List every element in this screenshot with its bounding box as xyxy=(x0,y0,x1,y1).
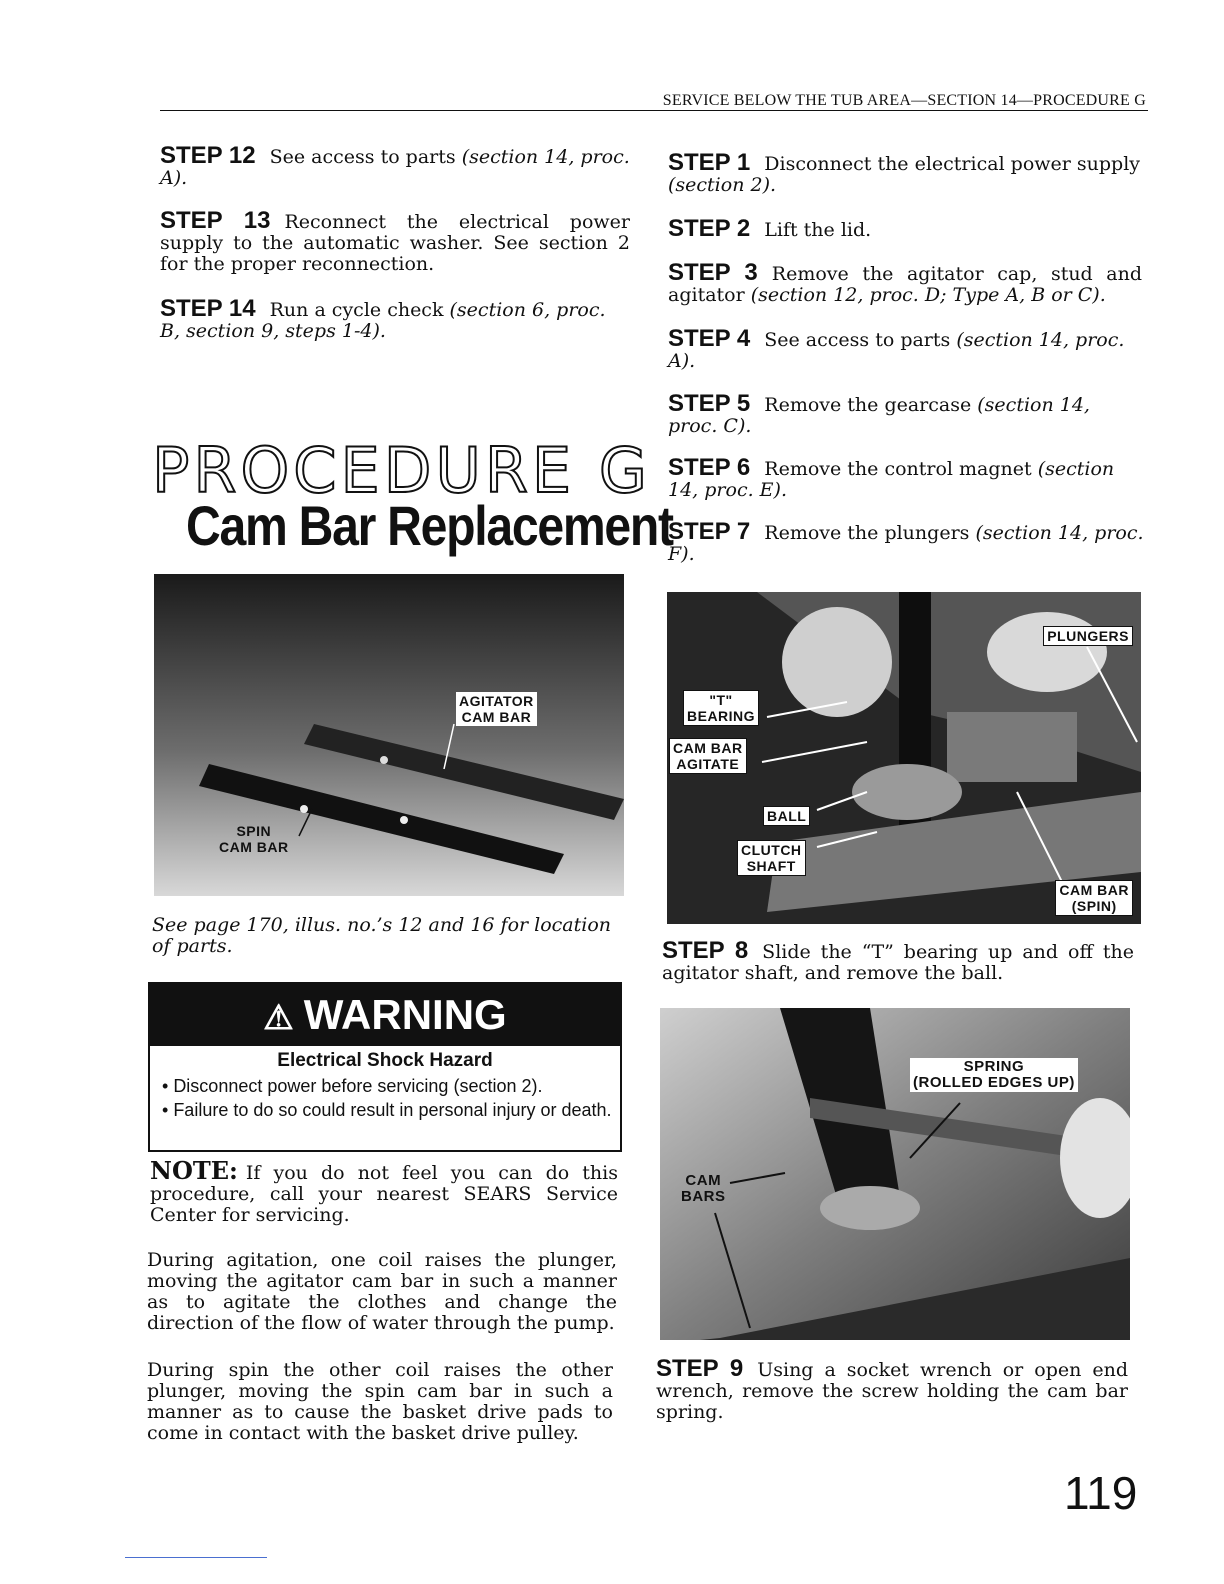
step-number: STEP 14 xyxy=(160,295,256,322)
procedure-title: Cam Bar Replacement xyxy=(186,494,673,557)
step-2: STEP 2 Lift the lid. xyxy=(668,215,872,242)
page-number: 119 xyxy=(1064,1467,1138,1519)
cam-bars-photo xyxy=(154,574,624,896)
step-number: STEP 13 xyxy=(160,207,271,234)
step-14 xyxy=(160,295,630,342)
warning-header: ⚠ WARNING xyxy=(150,984,620,1046)
callout-clutch-shaft: CLUTCH SHAFT xyxy=(737,840,806,876)
callout-ball: BALL xyxy=(763,806,810,826)
step-13 xyxy=(160,207,630,275)
callout-plungers: PLUNGERS xyxy=(1043,626,1133,646)
step-6: STEP 6 Remove the control magnet (section 14, proc. E). xyxy=(668,454,1115,501)
step-reference: (section 14, proc. A). xyxy=(160,146,630,189)
warning-bullet: • Disconnect power before servicing (section 2). xyxy=(162,1076,543,1096)
step-text: Run a cycle check xyxy=(269,299,450,321)
note-label: NOTE: xyxy=(150,1156,238,1185)
step-4: STEP 4 See access to parts (section 14, proc. A). xyxy=(668,325,1125,372)
warning-bullet: • Failure to do so could result in personal injury or death. xyxy=(162,1100,612,1120)
warning-triangle-icon: ⚠ xyxy=(263,999,294,1037)
step-number: STEP 12 xyxy=(160,142,256,169)
paragraph-agitation: During agitation, one coil raises the plunger, moving the agitator cam bar in such a manner as to agitate the clothes and change the direction of the flow of water through the pump. xyxy=(147,1249,617,1334)
header-rule xyxy=(160,110,1148,111)
callout-cam-bars: CAM BARS xyxy=(681,1172,726,1205)
note-text: If you do not feel you can do this procedure, call your nearest SEARS Service Center for servicing. xyxy=(150,1162,618,1226)
warning-box xyxy=(148,982,622,1152)
step-8: STEP 8 Slide the “T” bearing up and off the agitator shaft, and remove the ball. xyxy=(662,937,1135,984)
callout-cam-bar-agitate: CAM BAR AGITATE xyxy=(669,738,747,774)
step-text: Reconnect the electrical power supply to the automatic washer. See section 2 for the proper reconnection. xyxy=(160,211,630,275)
callout-spring: SPRING (ROLLED EDGES UP) xyxy=(910,1058,1078,1092)
step-reference: (section 6, proc. B, section 9, steps 1-4). xyxy=(160,299,606,342)
photo-caption: See page 170, illus. no.’s 12 and 16 for location of parts. xyxy=(152,914,611,957)
spring-photo xyxy=(660,1008,1130,1340)
note xyxy=(150,1156,618,1226)
footer-line xyxy=(125,1557,267,1558)
running-head: SERVICE BELOW THE TUB AREA—SECTION 14—PROCEDURE G xyxy=(662,92,1146,109)
callout-cam-bar-spin: CAM BAR (SPIN) xyxy=(1055,880,1133,916)
assembly-photo xyxy=(667,592,1141,924)
step-text: See access to parts xyxy=(269,146,462,168)
step-7: STEP 7 Remove the plungers (section 14, proc. F). xyxy=(668,518,1144,565)
step-9: STEP 9 Using a socket wrench or open end wrench, remove the screw holding the cam bar spring. xyxy=(656,1355,1128,1423)
paragraph-spin: During spin the other coil raises the other plunger, moving the spin cam bar in such a manner as to cause the basket drive pads to come in contact with the basket drive pulley. xyxy=(147,1359,613,1444)
step-3: STEP 3 Remove the agitator cap, stud and agitator (section 12, proc. D; Type A, B or C). xyxy=(668,259,1143,306)
procedure-label: PROCEDURE G xyxy=(152,434,651,507)
callout-t-bearing: "T" BEARING xyxy=(683,690,759,726)
step-12 xyxy=(160,142,630,189)
step-5: STEP 5 Remove the gearcase (section 14, proc. C). xyxy=(668,390,1090,437)
callout-agitator-cam-bar: AGITATOR CAM BAR xyxy=(456,692,537,726)
callout-spin-cam-bar: SPIN CAM BAR xyxy=(219,823,289,855)
warning-subtitle: Electrical Shock Hazard xyxy=(277,1050,493,1071)
step-1: STEP 1 Disconnect the electrical power supply (section 2). xyxy=(668,149,1141,196)
